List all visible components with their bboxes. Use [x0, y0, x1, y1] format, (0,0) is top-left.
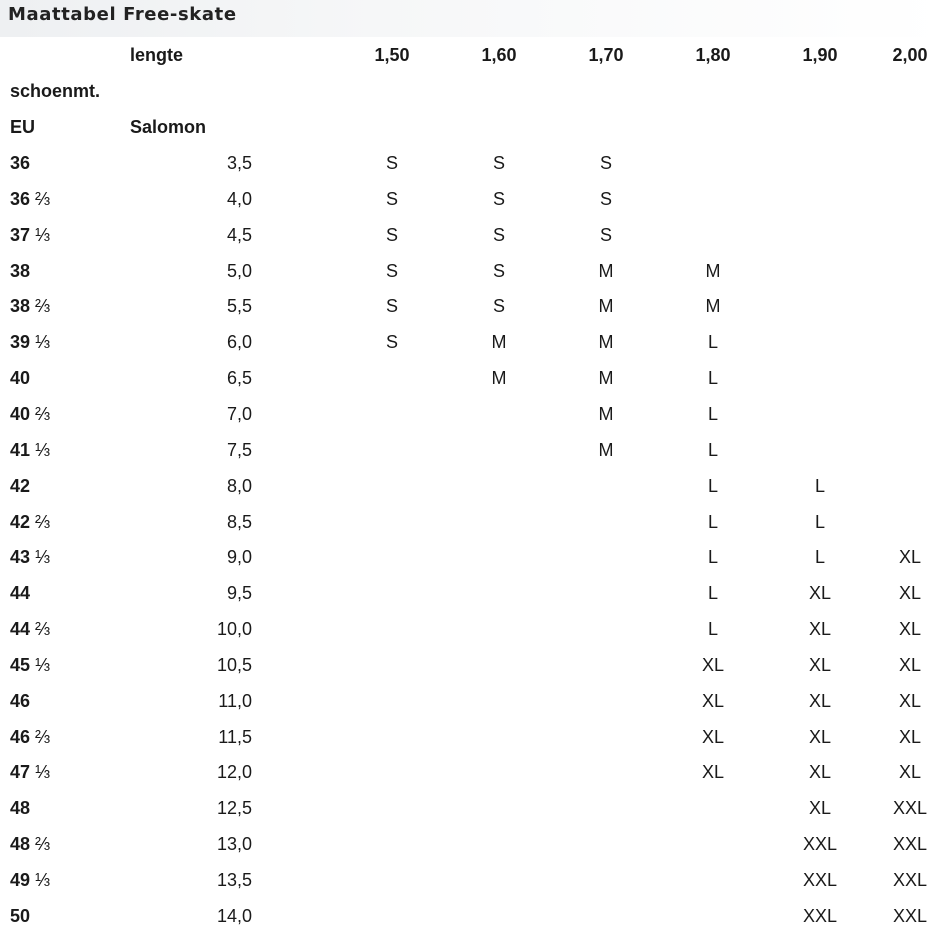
eu-size-number: 44 — [10, 619, 31, 639]
eu-size-number: 39 — [10, 332, 31, 352]
frame-size — [459, 432, 539, 468]
eu-size-fraction: ⅓ — [35, 225, 51, 245]
frame-size — [780, 324, 860, 360]
frame-size: XL — [898, 727, 922, 747]
frame-size — [566, 862, 646, 898]
frame-size: S — [599, 189, 612, 209]
frame-size: XL — [898, 547, 922, 567]
salomon-size: 8,5 — [226, 512, 252, 532]
frame-size: XL — [701, 691, 725, 711]
frame-size — [566, 790, 646, 826]
frame-size: S — [492, 153, 505, 173]
length-header: 1,60 — [481, 45, 517, 65]
frame-size: XL — [898, 762, 922, 782]
frame-size — [673, 862, 753, 898]
page-title: Maattabel Free-skate — [8, 4, 237, 25]
table-row — [0, 181, 945, 217]
length-label: lengte — [130, 45, 184, 65]
eu-size-number: 40 — [10, 368, 31, 388]
eu-size-number: 48 — [10, 798, 31, 818]
frame-size — [780, 396, 860, 432]
frame-size — [566, 683, 646, 719]
frame-size: XL — [701, 655, 725, 675]
frame-size: L — [707, 583, 718, 603]
table-row — [0, 539, 945, 575]
frame-size — [566, 539, 646, 575]
salomon-size: 3,5 — [226, 153, 252, 173]
frame-size — [780, 217, 860, 253]
frame-size: XL — [898, 655, 922, 675]
frame-size — [459, 539, 539, 575]
table-row — [0, 504, 945, 540]
eu-size-number: 38 — [10, 296, 31, 316]
eu-size-fraction: ⅔ — [35, 834, 51, 854]
table-row — [0, 324, 945, 360]
frame-size — [352, 719, 432, 755]
eu-size-fraction: ⅓ — [35, 547, 51, 567]
salomon-size: 6,5 — [226, 368, 252, 388]
frame-size — [870, 360, 945, 396]
salomon-size: 12,0 — [216, 762, 252, 782]
salomon-size: 6,0 — [226, 332, 252, 352]
frame-size — [459, 647, 539, 683]
frame-size — [352, 790, 432, 826]
frame-size — [352, 754, 432, 790]
salomon-size: 5,0 — [226, 261, 252, 281]
frame-size: S — [385, 189, 398, 209]
salomon-size: 4,0 — [226, 189, 252, 209]
frame-size: S — [385, 261, 398, 281]
length-header: 2,00 — [892, 45, 928, 65]
frame-size — [459, 575, 539, 611]
frame-size: M — [598, 261, 614, 281]
frame-size — [352, 504, 432, 540]
frame-size: XL — [898, 619, 922, 639]
eu-size-fraction: ⅔ — [35, 404, 51, 424]
frame-size: S — [385, 153, 398, 173]
length-header: 1,50 — [374, 45, 410, 65]
table-row — [0, 396, 945, 432]
frame-size — [352, 396, 432, 432]
frame-size: XL — [808, 798, 832, 818]
frame-size — [566, 611, 646, 647]
eu-size-number: 40 — [10, 404, 31, 424]
frame-size — [870, 288, 945, 324]
salomon-size: 10,5 — [216, 655, 252, 675]
frame-size: M — [491, 368, 507, 388]
eu-size-fraction: ⅓ — [35, 655, 51, 675]
frame-size — [352, 683, 432, 719]
frame-size — [352, 539, 432, 575]
eu-size-number: 48 — [10, 834, 31, 854]
frame-size: XXL — [892, 798, 928, 818]
frame-size — [673, 181, 753, 217]
frame-size: L — [707, 368, 718, 388]
frame-size — [780, 181, 860, 217]
salomon-size: 5,5 — [226, 296, 252, 316]
frame-size: XXL — [802, 906, 838, 926]
frame-size — [352, 468, 432, 504]
frame-size — [780, 145, 860, 181]
frame-size — [870, 504, 945, 540]
frame-size: M — [598, 332, 614, 352]
salomon-size: 10,0 — [216, 619, 252, 639]
frame-size — [566, 898, 646, 934]
frame-size: S — [385, 225, 398, 245]
frame-size — [673, 217, 753, 253]
frame-size: L — [814, 547, 825, 567]
frame-size: S — [599, 153, 612, 173]
frame-size: S — [492, 296, 505, 316]
frame-size: S — [492, 189, 505, 209]
table-row — [0, 468, 945, 504]
frame-size — [870, 324, 945, 360]
title-bar — [0, 0, 945, 37]
frame-size: XL — [808, 619, 832, 639]
frame-size — [566, 575, 646, 611]
table-row — [0, 611, 945, 647]
header-row-length — [0, 37, 945, 73]
eu-size-fraction: ⅓ — [35, 440, 51, 460]
frame-size — [459, 790, 539, 826]
frame-size — [459, 504, 539, 540]
salomon-size: 14,0 — [216, 906, 252, 926]
frame-size: M — [598, 368, 614, 388]
table-row — [0, 826, 945, 862]
frame-size: M — [491, 332, 507, 352]
frame-size: XL — [808, 727, 832, 747]
frame-size: XXL — [892, 834, 928, 854]
frame-size — [352, 898, 432, 934]
frame-size — [870, 217, 945, 253]
frame-size: M — [598, 296, 614, 316]
eu-size-fraction: ⅔ — [35, 189, 51, 209]
frame-size — [459, 683, 539, 719]
frame-size — [459, 719, 539, 755]
eu-size-fraction: ⅓ — [35, 762, 51, 782]
frame-size: M — [705, 261, 721, 281]
frame-size — [566, 719, 646, 755]
eu-size-fraction: ⅔ — [35, 512, 51, 532]
eu-size-number: 38 — [10, 261, 31, 281]
frame-size: XL — [808, 583, 832, 603]
eu-size-number: 43 — [10, 547, 31, 567]
frame-size: XL — [808, 762, 832, 782]
frame-size — [566, 504, 646, 540]
frame-size — [870, 145, 945, 181]
frame-size: L — [707, 404, 718, 424]
frame-size: S — [599, 225, 612, 245]
table-row — [0, 432, 945, 468]
frame-size — [673, 145, 753, 181]
frame-size: S — [385, 296, 398, 316]
eu-size-number: 50 — [10, 906, 31, 926]
frame-size — [352, 360, 432, 396]
frame-size — [870, 396, 945, 432]
frame-size: XL — [808, 691, 832, 711]
table-row — [0, 862, 945, 898]
frame-size: L — [707, 332, 718, 352]
frame-size — [870, 432, 945, 468]
eu-size-number: 46 — [10, 727, 31, 747]
frame-size: XXL — [802, 870, 838, 890]
table-row — [0, 790, 945, 826]
salomon-size: 9,5 — [226, 583, 252, 603]
frame-size — [459, 826, 539, 862]
frame-size — [870, 253, 945, 289]
frame-size — [673, 898, 753, 934]
frame-size — [352, 432, 432, 468]
frame-size: S — [492, 261, 505, 281]
frame-size — [352, 826, 432, 862]
eu-size-fraction: ⅔ — [35, 619, 51, 639]
eu-size-number: 46 — [10, 691, 31, 711]
frame-size — [459, 611, 539, 647]
frame-size: M — [598, 404, 614, 424]
eu-size-number: 42 — [10, 476, 31, 496]
eu-size-number: 37 — [10, 225, 31, 245]
frame-size: XL — [898, 583, 922, 603]
eu-size-number: 45 — [10, 655, 31, 675]
eu-size-number: 36 — [10, 189, 31, 209]
frame-size — [566, 754, 646, 790]
salomon-size: 11,0 — [218, 691, 252, 711]
frame-size — [352, 862, 432, 898]
frame-size: XXL — [892, 870, 928, 890]
salomon-size: 13,0 — [216, 834, 252, 854]
salomon-size: 7,0 — [226, 404, 252, 424]
frame-size: M — [705, 296, 721, 316]
table-row — [0, 719, 945, 755]
table-row — [0, 575, 945, 611]
eu-size-number: 41 — [10, 440, 31, 460]
frame-size: L — [814, 476, 825, 496]
frame-size: S — [385, 332, 398, 352]
frame-size — [673, 790, 753, 826]
frame-size: XXL — [892, 906, 928, 926]
frame-size — [459, 898, 539, 934]
eu-size-fraction: ⅓ — [35, 870, 51, 890]
eu-size-fraction: ⅔ — [35, 727, 51, 747]
salomon-size: 13,5 — [216, 870, 252, 890]
eu-size-fraction: ⅓ — [35, 332, 51, 352]
eu-label: EU — [10, 117, 36, 137]
frame-size — [566, 647, 646, 683]
frame-size — [459, 468, 539, 504]
length-header: 1,90 — [802, 45, 838, 65]
frame-size: L — [707, 619, 718, 639]
frame-size — [352, 575, 432, 611]
table-row — [0, 360, 945, 396]
frame-size — [352, 647, 432, 683]
frame-size — [870, 181, 945, 217]
frame-size — [780, 360, 860, 396]
frame-size — [673, 826, 753, 862]
frame-size — [459, 754, 539, 790]
table-row — [0, 647, 945, 683]
length-header: 1,70 — [588, 45, 624, 65]
table-row — [0, 217, 945, 253]
header-row-brands — [0, 109, 945, 145]
eu-size-number: 42 — [10, 512, 31, 532]
frame-size — [566, 826, 646, 862]
frame-size — [459, 396, 539, 432]
header-row-shoe — [0, 73, 945, 109]
eu-size-number: 47 — [10, 762, 31, 782]
shoe-size-label: schoenmt. — [10, 81, 101, 101]
frame-size: L — [707, 512, 718, 532]
table-row — [0, 898, 945, 934]
frame-size — [780, 288, 860, 324]
table-row — [0, 754, 945, 790]
frame-size — [459, 862, 539, 898]
frame-size: XL — [701, 762, 725, 782]
frame-size — [780, 432, 860, 468]
table-row — [0, 683, 945, 719]
table-row — [0, 288, 945, 324]
eu-size-number: 36 — [10, 153, 31, 173]
frame-size: XL — [808, 655, 832, 675]
frame-size: L — [707, 547, 718, 567]
frame-size: S — [492, 225, 505, 245]
brand-label: Salomon — [130, 117, 207, 137]
salomon-size: 9,0 — [226, 547, 252, 567]
table-row — [0, 145, 945, 181]
frame-size: XL — [898, 691, 922, 711]
length-header: 1,80 — [695, 45, 731, 65]
table-row — [0, 253, 945, 289]
salomon-size: 4,5 — [226, 225, 252, 245]
frame-size: L — [707, 440, 718, 460]
eu-size-number: 49 — [10, 870, 31, 890]
frame-size: XXL — [802, 834, 838, 854]
frame-size — [352, 611, 432, 647]
frame-size — [566, 468, 646, 504]
frame-size: L — [814, 512, 825, 532]
eu-size-number: 44 — [10, 583, 31, 603]
frame-size — [870, 468, 945, 504]
salomon-size: 12,5 — [216, 798, 252, 818]
salomon-size: 11,5 — [218, 727, 252, 747]
frame-size — [780, 253, 860, 289]
salomon-size: 8,0 — [226, 476, 252, 496]
frame-size: L — [707, 476, 718, 496]
frame-size: M — [598, 440, 614, 460]
salomon-size: 7,5 — [226, 440, 252, 460]
eu-size-fraction: ⅔ — [35, 296, 51, 316]
frame-size: XL — [701, 727, 725, 747]
